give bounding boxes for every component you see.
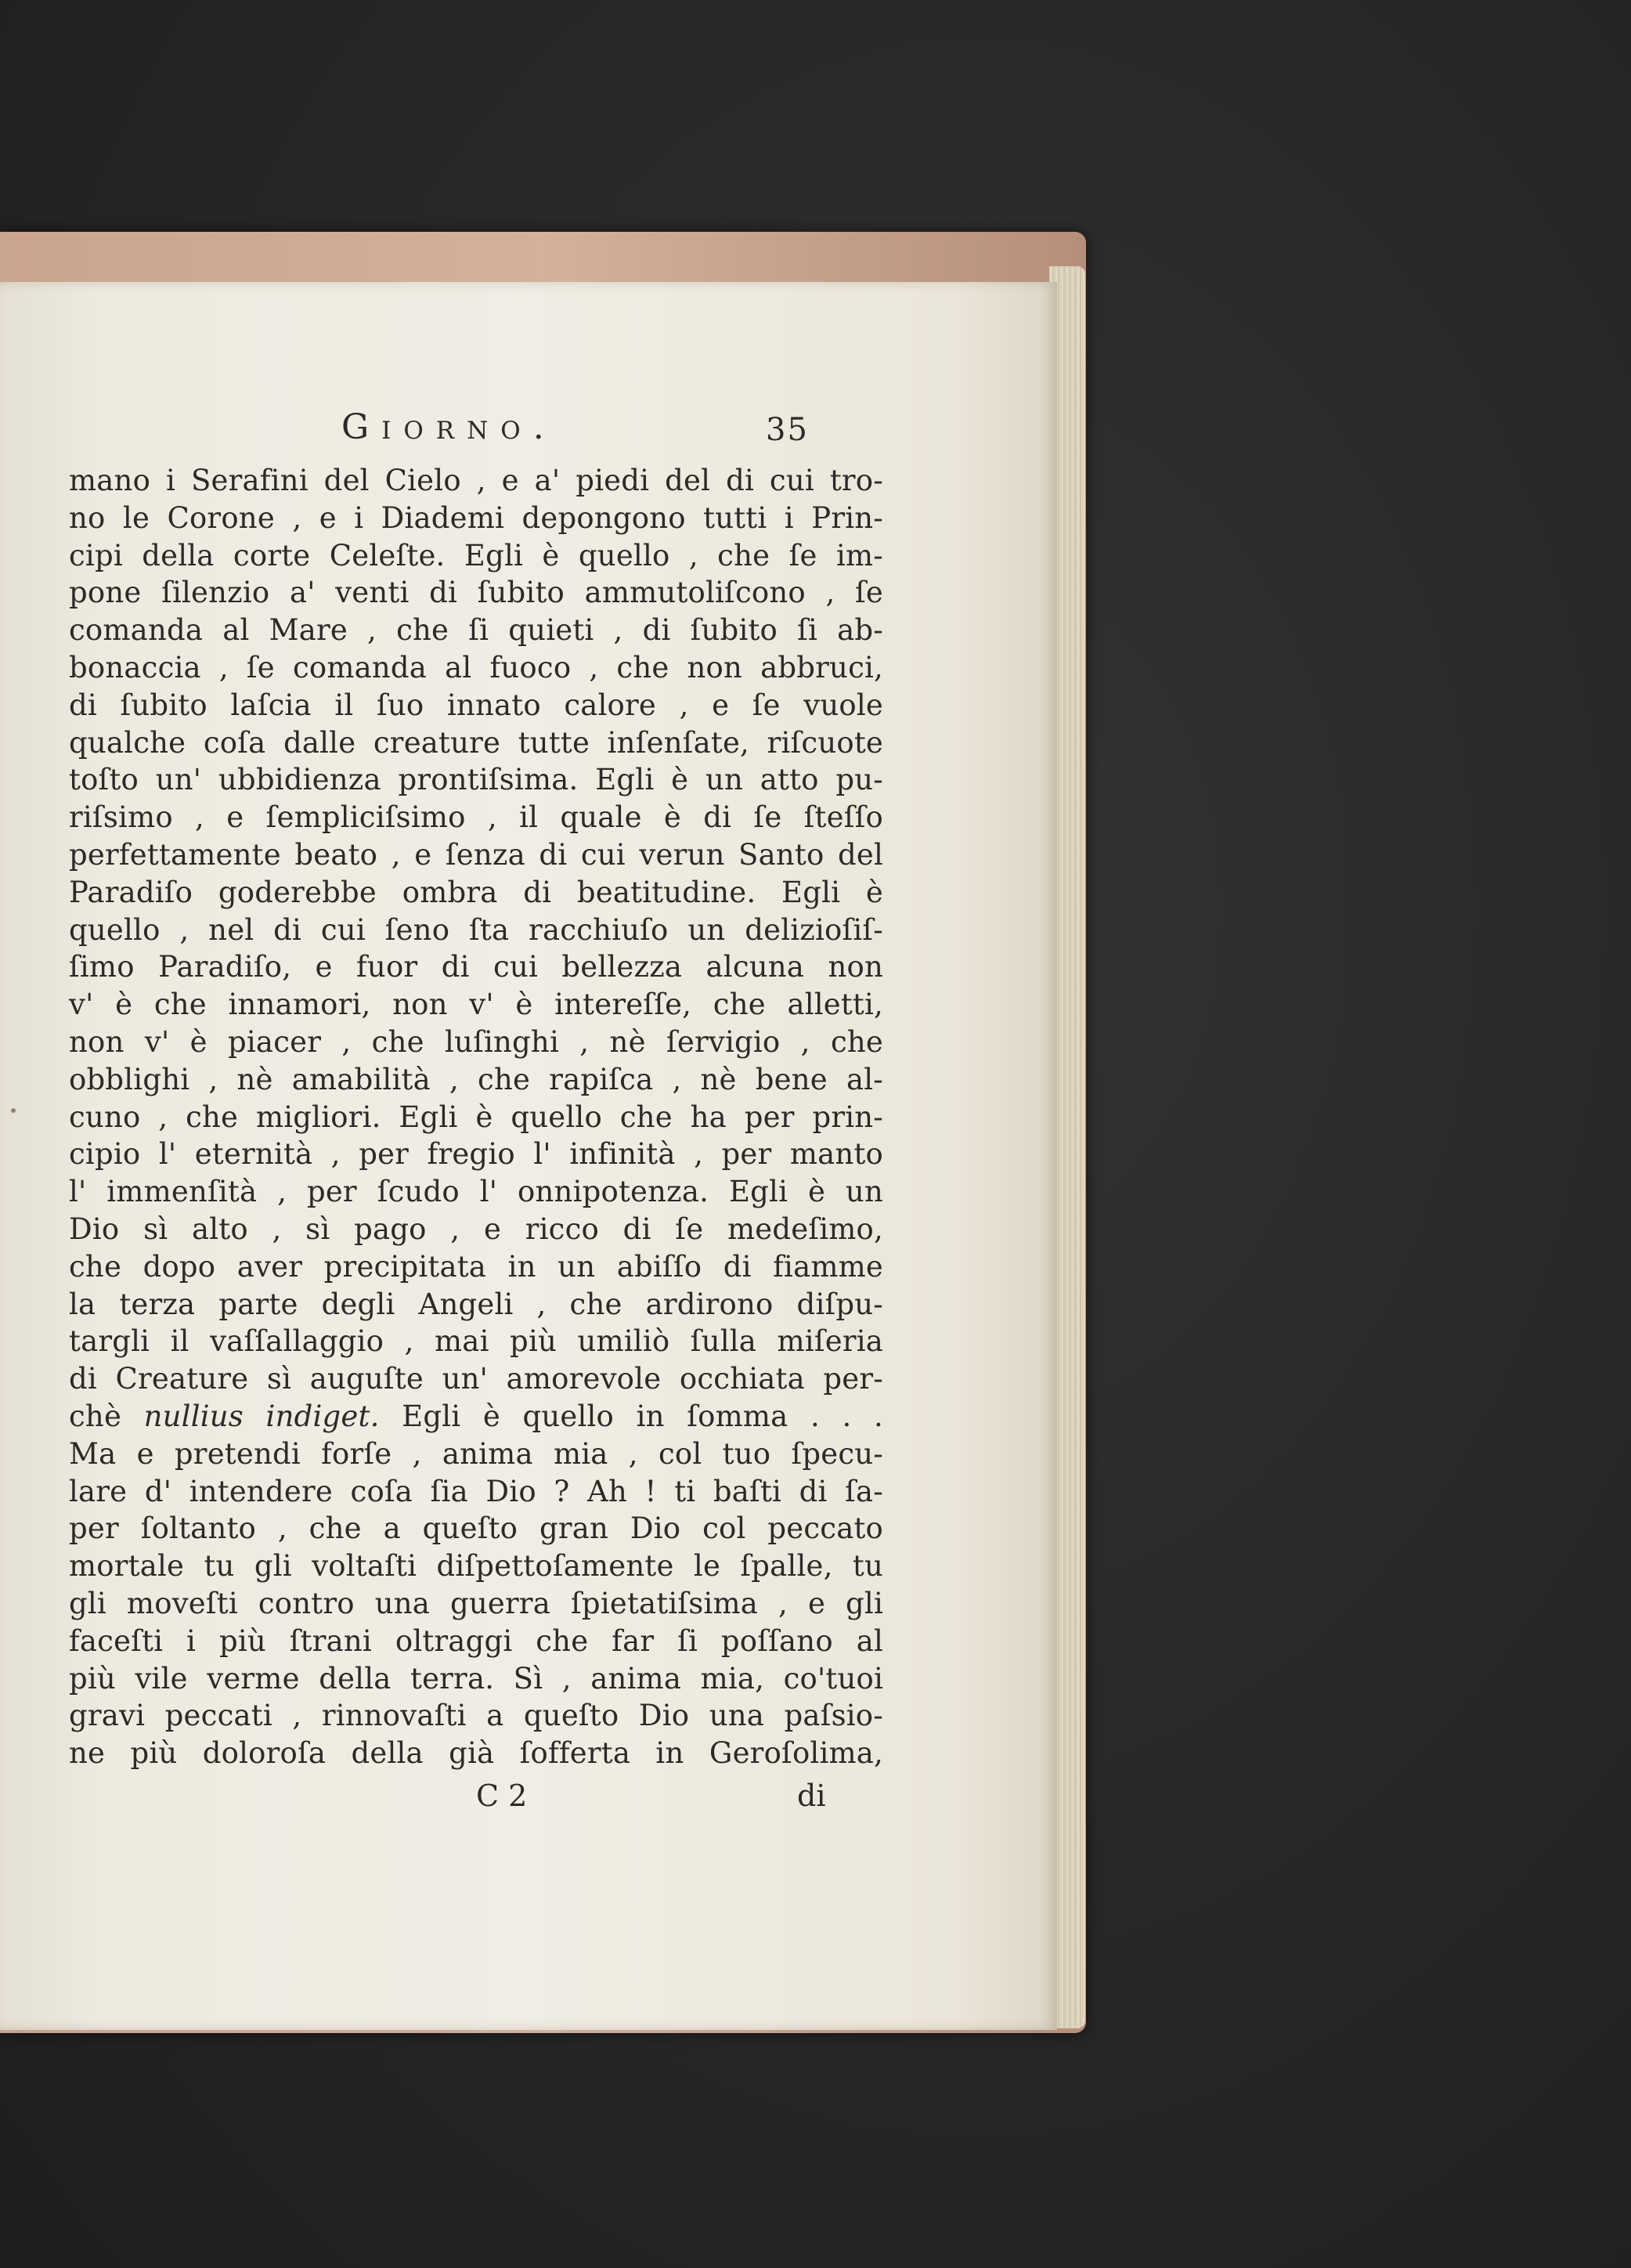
text-line: di Creature sì auguſte un' amorevole occhiata per- [69,1362,883,1396]
text-line: Paradiſo goderebbe ombra di beatitudine. Egli è [69,875,883,909]
text-line: bonaccia , ſe comanda al fuoco , che non abbruci, [69,650,883,684]
text-line: mano i Serafini del Cielo , e a' piedi del di cui tro- [69,464,883,497]
book-page [0,282,1057,2030]
text-line: targli il vaſſallaggio , mai più umiliò ſulla miſeria [69,1324,883,1359]
text-line: l' immenſità , per ſcudo l' onnipotenza. Egli è un [69,1175,883,1209]
text-line: chè nullius indiget. Egli è quello in ſomma . . . [69,1399,883,1433]
text-line: qualche coſa dalle creature tutte inſenſate, riſcuote [69,725,883,760]
text-line: v' è che innamori, non v' è intereſſe, che alletti, [69,988,883,1022]
text-line: Ma e pretendi forſe , anima mia , col tuo ſpecu- [69,1436,883,1471]
text-line: di ſubito laſcia il ſuo innato calore , e ſe vuole [69,688,883,722]
text-line: per ſoltanto , che a queſto gran Dio col peccato [69,1511,883,1546]
text-line: no le Corone , e i Diademi depongono tutti i Prin- [69,500,883,535]
text-line: ſimo Paradiſo, e fuor di cui bellezza alcuna non [69,950,883,984]
text-line: cipio l' eternità , per fregio l' infinità , per manto [69,1137,883,1172]
catchword: di [797,1778,826,1813]
text-line: mortale tu gli voltaſti diſpettoſamente le ſpalle, tu [69,1549,883,1584]
text-block [69,407,883,1819]
text-line: toſto un' ubbidienza prontiſsima. Egli è un atto pu- [69,763,883,797]
signature-mark: C 2 [476,1778,528,1813]
text-line: lare d' intendere coſa ſia Dio ? Ah ! ti baſti di ſa- [69,1474,883,1508]
text-line: più vile verme della terra. Sì , anima mia, co'tuoi [69,1661,883,1696]
text-line: cuno , che migliori. Egli è quello che ha per prin- [69,1100,883,1134]
text-line: perfettamente beato , e ſenza di cui verun Santo del [69,837,883,872]
page-footer [69,1772,883,1819]
text-line: obblighi , nè amabilità , che rapiſca , nè bene al- [69,1062,883,1096]
page-number: 35 [766,412,809,448]
text-line: ne più doloroſa della già ſofferta in Geroſolima, [69,1736,883,1771]
latin-phrase: nullius indiget. [143,1399,380,1433]
text-line: comanda al Mare , che ſi quieti , di ſubito ſi ab- [69,613,883,648]
text-line: pone ſilenzio a' venti di ſubito ammutoliſcono , ſe [69,576,883,610]
body-text [69,462,883,1772]
page-header [69,407,883,462]
text-line: che dopo aver precipitata in un abiſſo di fiamme [69,1249,883,1284]
running-head: Giorno. [341,407,557,447]
text-line: Dio sì alto , sì pago , e ricco di ſe medeſimo, [69,1212,883,1246]
text-line: quello , nel di cui ſeno ſta racchiuſo un delizioſiſ- [69,912,883,947]
text-line: riſsimo , e ſempliciſsimo , il quale è di ſe ſteſſo [69,800,883,835]
text-line: cipi della corte Celeſte. Egli è quello , che ſe im- [69,538,883,572]
text-line: non v' è piacer , che luſinghi , nè ſervigio , che [69,1024,883,1059]
paper-spot [11,1108,16,1113]
text-line: faceſti i più ſtrani oltraggi che far ſi poſſano al [69,1623,883,1658]
text-line: gravi peccati , rinnovaſti a queſto Dio una paſsio- [69,1699,883,1733]
text-line: la terza parte degli Angeli , che ardirono diſpu- [69,1287,883,1321]
text-line: gli moveſti contro una guerra ſpietatiſsima , e gli [69,1586,883,1620]
